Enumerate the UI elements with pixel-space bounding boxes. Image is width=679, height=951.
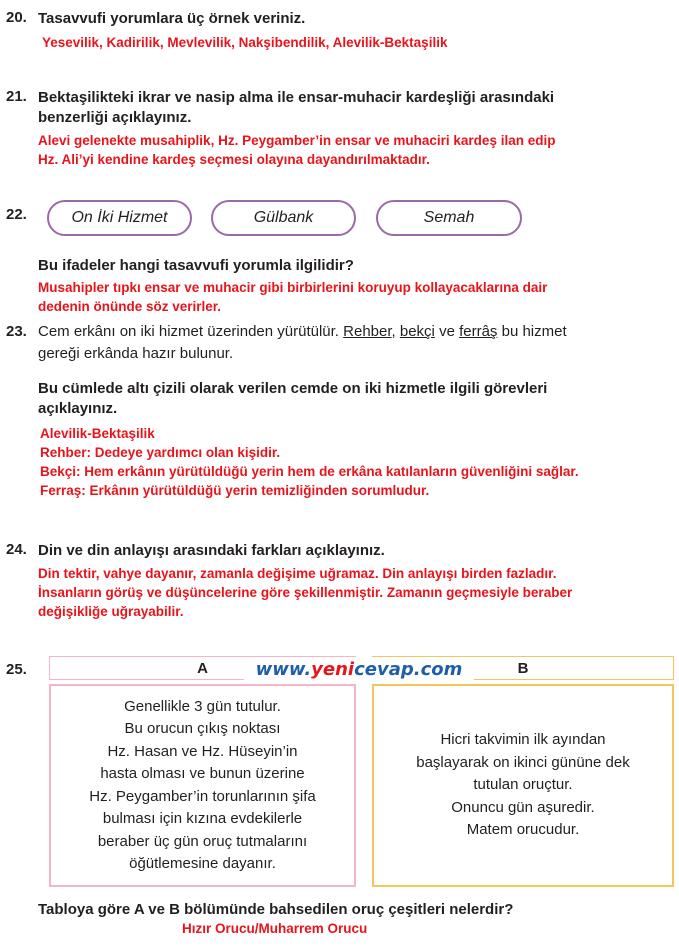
underlined-bekci: bekçi [399,323,435,340]
answer-25: Hızır Orucu/Muharrem Orucu [182,921,368,936]
header-b: B [372,656,674,680]
box-a [49,684,356,887]
question-number-24: 24. [6,541,27,558]
box-b-line: Hicri takvimin ilk ayından [440,731,606,749]
answer-20: Yesevilik, Kadirilik, Mevlevilik, Nakşibendilik, Alevilik-Bektaşilik [42,35,448,50]
option-pill-on-iki-hizmet: On İki Hizmet [47,200,192,236]
answer-23-line-1: Alevilik-Bektaşilik [40,426,155,441]
watermark-text: www.yenicevap.com [255,659,463,680]
answer-21 [38,131,555,169]
question-22-text: Bu ifadeler hangi tasavvufi yorumla ilgilidir? [38,257,354,274]
question-number-20: 20. [6,9,27,26]
answer-22-line-2: dedenin önünde söz verirler. [38,299,222,314]
question-21-line-2: benzerliği açıklayınız. [38,109,192,126]
answer-24-line-3: değişikliğe uğrayabilir. [38,604,184,619]
statement-23 [38,321,567,365]
answer-21-line-2: Hz. Ali’yi kendine kardeş seçmesi olayına dayandırılmaktadır. [38,152,430,167]
answer-23-line-4: Ferraş: Erkânın yürütüldüğü yerin temizliğinden sorumludur. [40,483,430,498]
answer-24-line-1: Din tektir, vahye dayanır, zamanla değişime uğramaz. Din anlayışı birden fazladır. [38,566,557,581]
header-a: A [49,656,356,680]
box-b [372,684,674,887]
box-a-line: Bu orucun çıkış noktası [124,720,281,737]
statement-23-line-1: Cem erkânı on iki hizmet üzerinden yürütülür. Rehber, bekçi ve ferrâş bu hizmet [38,323,567,340]
box-a-line: beraber üç gün oruç tutmalarını [97,832,308,850]
answer-21-line-1: Alevi gelenekte musahiplik, Hz. Peygamber’in ensar ve muhaciri kardeş ilan edip [38,133,556,148]
question-20-text: Tasavvufi yorumlara üç örnek veriniz. [38,10,306,27]
answer-22 [38,278,547,316]
box-a-line: öğütlemesine dayanır. [129,855,276,872]
answer-23-line-2: Rehber: Dedeye yardımcı olan kişidir. [40,445,281,460]
answer-22-line-1: Musahipler tıpkı ensar ve muhacir gibi birbirlerini koruyup kollayacaklarına dair [38,280,548,295]
box-a-line: Hz. Peygamber’in torunlarının şifa [89,787,316,805]
box-b-line: Onuncu gün aşuredir. [451,798,595,816]
question-24-text: Din ve din anlayışı arasındaki farkları açıklayınız. [38,542,385,559]
question-21-text [38,88,554,128]
box-a-line: Hz. Hasan ve Hz. Hüseyin’in [107,742,298,760]
question-25-text: Tabloya göre A ve B bölümünde bahsedilen oruç çeşitleri nelerdir? [38,901,514,918]
box-b-line: Matem orucudur. [466,821,580,839]
box-a-line: bulması için kızına evdekilerle [102,810,303,827]
box-b-line: tutulan oruçtur. [473,776,573,794]
box-a-line: hasta olması ve bunun üzerine [100,765,305,782]
option-pill-gulbank: Gülbank [211,200,356,236]
answer-24-line-2: İnsanların görüş ve düşüncelerine göre şekillenmiştir. Zamanın geçmesiyle beraber [38,585,573,600]
box-b-text [416,729,629,842]
box-a-line: Genellikle 3 gün tutulur. [124,697,281,715]
box-b-line: başlayarak on ikinci gününe dek [416,753,630,771]
question-21-line-1: Bektaşilikteki ikrar ve nasip alma ile ensar-muhacir kardeşliği arasındaki [38,89,555,106]
underlined-ferras: ferrâş [459,323,498,340]
watermark [244,657,474,681]
question-number-21: 21. [6,88,27,105]
answer-24 [38,564,572,621]
box-a-text [89,696,316,876]
question-number-23: 23. [6,323,27,340]
option-pill-semah: Semah [376,200,522,236]
answer-23 [40,424,579,500]
question-23-text [38,379,547,419]
question-number-25: 25. [6,661,27,678]
question-23-line-1: Bu cümlede altı çizili olarak verilen cemde on iki hizmetle ilgili görevleri [38,380,548,397]
watermark-logo [247,657,471,681]
question-23-line-2: açıklayınız. [38,400,118,417]
question-number-22: 22. [6,206,27,223]
statement-23-line-2: gereği erkânda hazır bulunur. [38,345,234,362]
answer-23-line-3: Bekçi: Hem erkânın yürütüldüğü yerin hem de erkâna katılanların güvenliğini sağlar. [40,464,579,479]
underlined-rehber: Rehber [343,323,392,340]
